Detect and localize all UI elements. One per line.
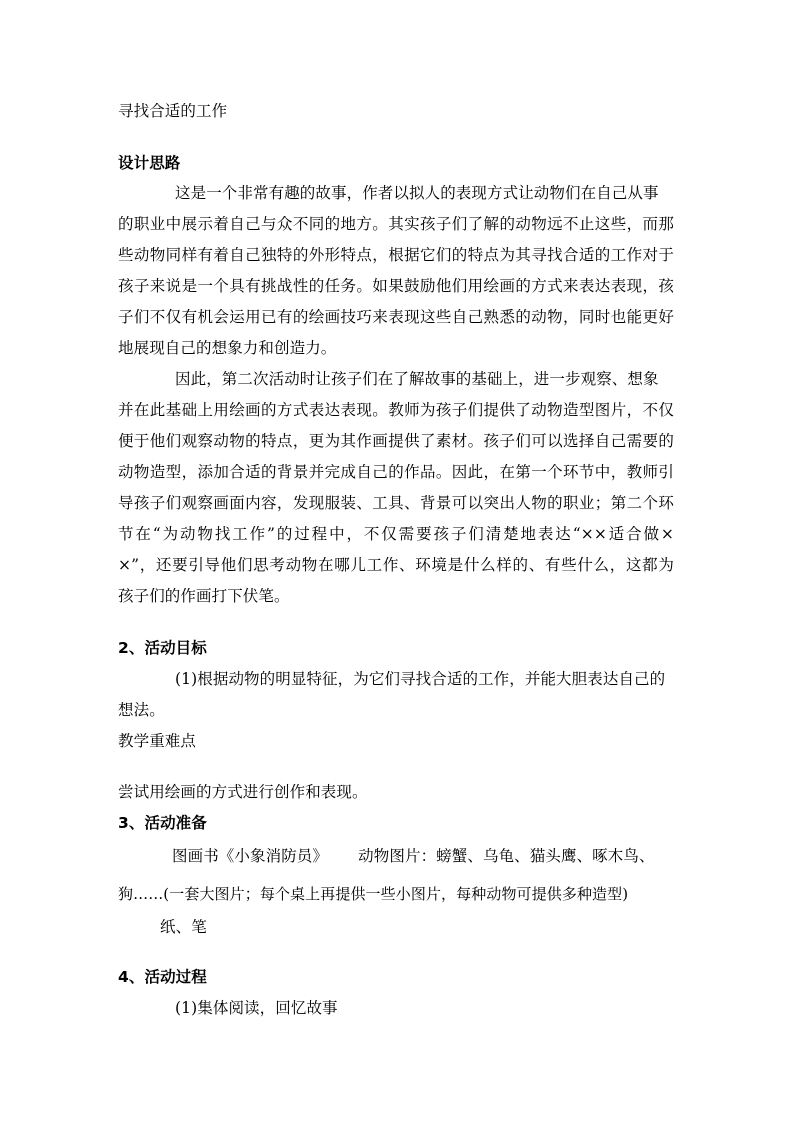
paragraph-line: 子们不仅有机会运用已有的绘画技巧来表现这些自己熟悉的动物，同时也能更好 <box>118 308 674 326</box>
paragraph-line: 导孩子们观察画面内容，发现服装、工具、背景可以突出人物的职业；第二个环 <box>118 494 674 512</box>
process-step-1: (1)集体阅读，回忆故事 <box>175 999 338 1017</box>
heading-activity-prep: 3、活动准备 <box>118 814 207 832</box>
paragraph-line: 地展现自己的想象力和创造力。 <box>118 339 337 357</box>
paragraph-line: (1)根据动物的明显特征，为它们寻找合适的工作，并能大胆表达自己的 <box>175 670 666 688</box>
paragraph-line: 并在此基础上用绘画的方式表达表现。教师为孩子们提供了动物造型图片，不仅 <box>118 401 674 419</box>
heading-activity-process: 4、活动过程 <box>118 968 207 986</box>
heading-activity-goals: 2、活动目标 <box>118 639 207 657</box>
paragraph-line: ×”，还要引导他们思考动物在哪儿工作、环境是什么样的、有些什么，这都为 <box>118 556 674 574</box>
paragraph-line: 节在“为动物找工作”的过程中，不仅需要孩子们清楚地表达“××适合做× <box>118 525 674 543</box>
paragraph-line: 孩子来说是一个具有挑战性的任务。如果鼓励他们用绘画的方式来表达表现，孩 <box>118 277 674 295</box>
heading-design-ideas: 设计思路 <box>118 154 181 172</box>
key-difficulty-text: 尝试用绘画的方式进行创作和表现。 <box>118 783 368 801</box>
heading-key-difficulty: 教学重难点 <box>118 732 197 750</box>
document-title: 寻找合适的工作 <box>118 102 228 120</box>
paragraph-line: 的职业中展示着自己与众不同的地方。其实孩子们了解的动物远不止这些，而那 <box>118 215 674 233</box>
paragraph-line: 这是一个非常有趣的故事，作者以拟人的表现方式让动物们在自己从事 <box>175 184 659 202</box>
paragraph-line: 便于他们观察动物的特点，更为其作画提供了素材。孩子们可以选择自己需要的 <box>118 432 674 450</box>
paragraph-line: 孩子们的作画打下伏笔。 <box>118 587 290 605</box>
paragraph-line: 因此，第二次活动时让孩子们在了解故事的基础上，进一步观察、想象 <box>175 370 659 388</box>
prep-materials-line: 狗……(一套大图片；每个桌上再提供一些小图片，每种动物可提供多种造型) <box>118 885 629 903</box>
prep-materials-line: 图画书《小象消防员》 动物图片：螃蟹、乌龟、猫头鹰、啄木鸟、 <box>172 847 655 865</box>
paragraph-line: 动物造型，添加合适的背景并完成自己的作品。因此，在第一个环节中，教师引 <box>118 463 674 481</box>
paragraph-line: 些动物同样有着自己独特的外形特点，根据它们的特点为其寻找合适的工作对于 <box>118 246 674 264</box>
paragraph-line: 想法。 <box>118 701 165 719</box>
prep-materials-line: 纸、笔 <box>160 918 207 936</box>
